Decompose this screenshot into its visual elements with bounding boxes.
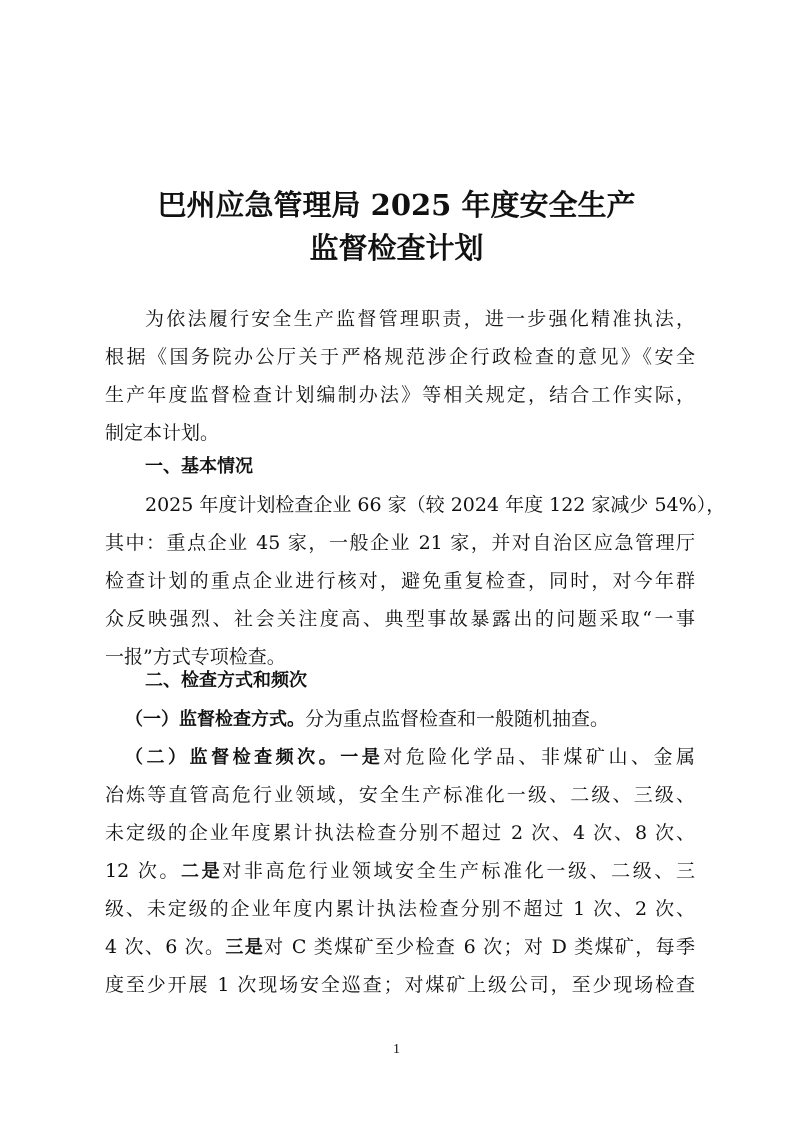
section-1-heading: 一、基本情况 [145,456,253,477]
section-2-paragraph-1 [105,700,695,738]
point-one-text: 对危险化学品、非煤矿山、金属 [383,746,696,768]
point-two-text: 对非高危行业领域安全生产标准化一级、二级、三 [222,860,696,882]
page-number: 1 [393,1042,400,1057]
section-1-line-5: 一报”方式专项检查。 [105,646,286,668]
point-two-end-text: 4 次、6 次。 [105,936,226,958]
intro-paragraph [105,300,695,452]
section-1-line-1: 2025 年度计划检查企业 66 家（较 2024 年度 122 家减少 54%）， [145,494,726,516]
inspection-method-label: （一）监督检查方式。 [125,709,305,730]
section-2-paragraph-2-line-3: 未定级的企业年度累计执法检查分别不超过 2 次、4 次、8 次、 [105,822,695,844]
intro-line-4: 制定本计划。 [105,422,220,444]
point-one-end-text: 12 次。 [105,860,182,882]
section-2-paragraph-2-line-7: 度至少开展 1 次现场安全巡查；对煤矿上级公司，至少现场检查 [105,974,695,996]
document-title-line-2: 监督检查计划 [309,231,484,265]
section-1-line-2: 其中：重点企业 45 家，一般企业 21 家，并对自治区应急管理厅 [105,532,695,554]
section-2-paragraph-2-line-4 [105,852,695,890]
section-2-paragraph-2-line-1 [105,738,695,776]
section-2-paragraph-2-line-2: 冶炼等直管高危行业领域，安全生产标准化一级、二级、三级、 [105,784,695,806]
section-2-heading: 二、检查方式和频次 [145,670,307,691]
inspection-frequency-label: （二）监督检查频次。 [125,747,341,768]
section-1-line-4: 众反映强烈、社会关注度高、典型事故暴露出的问题采取“一事 [105,608,695,630]
section-1 [105,448,726,676]
document-title-line-1: 巴州应急管理局 2025 年度安全生产 [157,188,636,222]
point-two-marker: 二是 [181,861,223,882]
section-2 [105,662,695,1004]
point-one-marker: 一是 [340,747,384,768]
intro-line-3: 生产年度监督检查计划编制办法》等相关规定，结合工作实际， [105,384,695,406]
section-2-paragraph-2-line-6 [105,928,695,966]
intro-line-2: 根据《国务院办公厅关于严格规范涉企行政检查的意见》《安全 [105,346,695,368]
section-1-line-3: 检查计划的重点企业进行核对，避免重复检查，同时，对今年群 [105,570,695,592]
point-three-text: 对 C 类煤矿至少检查 6 次；对 D 类煤矿，每季 [264,936,695,958]
intro-line-1: 为依法履行安全生产监督管理职责，进一步强化精准执法， [145,308,695,330]
section-2-paragraph-2-line-5: 级、未定级的企业年度内累计执法检查分别不超过 1 次、2 次、 [105,898,695,920]
inspection-method-text: 分为重点监督检查和一般随机抽查。 [305,708,610,730]
point-three-marker: 三是 [225,937,265,958]
